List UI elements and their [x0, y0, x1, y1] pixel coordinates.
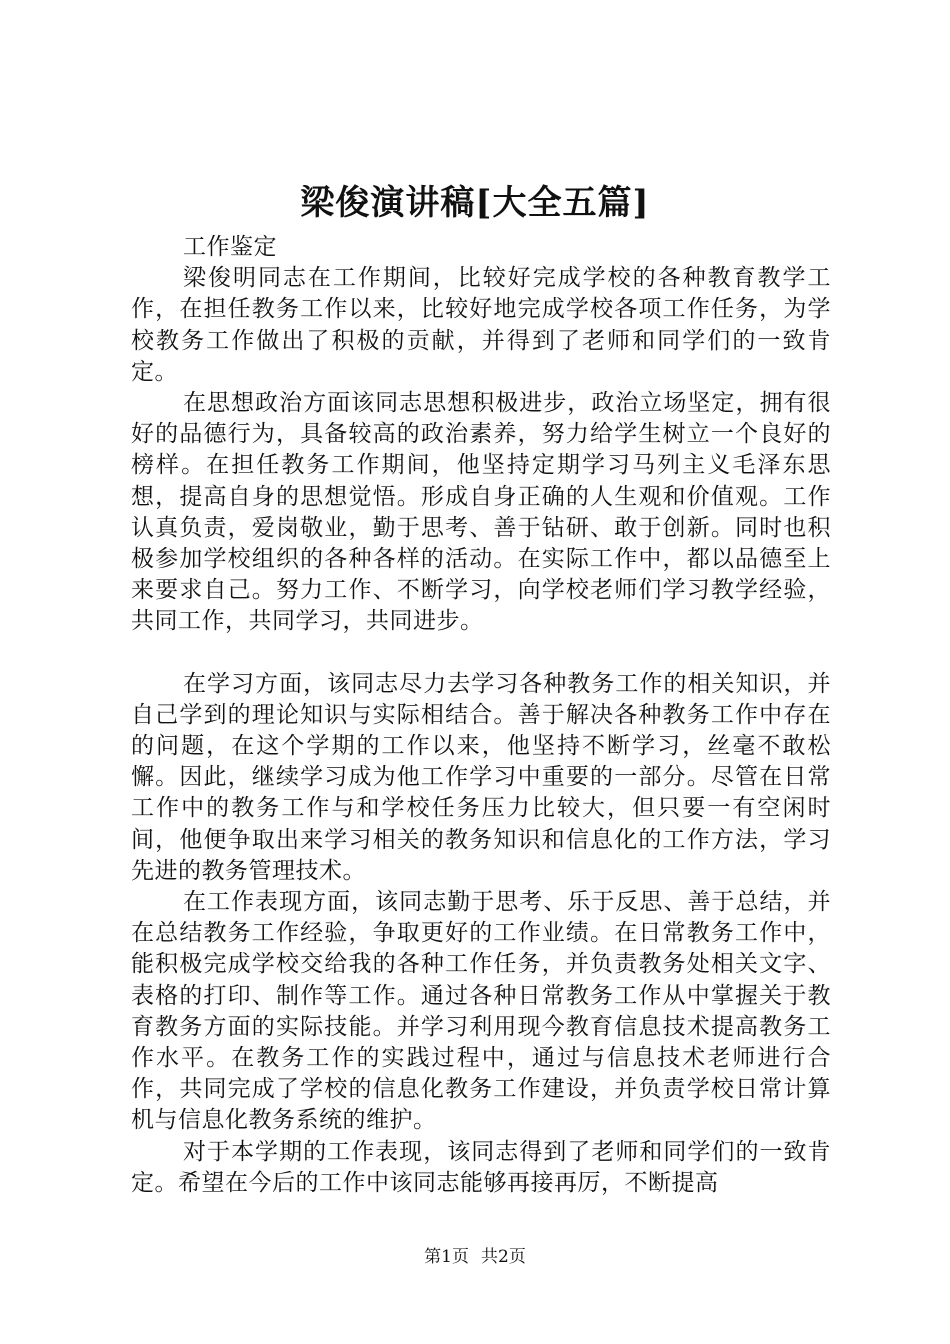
paragraph-politics: 在思想政治方面该同志思想积极进步，政治立场坚定，拥有很好的品德行为，具备较高的政治素养，努力给学生树立一个良好的榜样。在担任教务工作期间，他坚持定期学习马列主义毛泽东思想，提高自身的思想觉悟。形成自身正确的人生观和价值观。工作认真负责，爱岗敬业，勤于思考、善于钻研、敢于创新。同时也积极参加学校组织的各种各样的活动。在实际工作中，都以品德至上来要求自己。努力工作、不断学习，向学校老师们学习教学经验，共同工作，共同学习，共同进步。 — [131, 390, 831, 635]
document-title: 梁俊演讲稿[大全五篇] — [300, 183, 650, 223]
document-body — [131, 232, 831, 1199]
page-total: 共2页 — [481, 1247, 526, 1267]
paragraph-spacer — [131, 638, 831, 669]
paragraph-intro: 梁俊明同志在工作期间，比较好完成学校的各种教育教学工作，在担任教务工作以来，比较好地完成学校各项工作任务，为学校教务工作做出了积极的贡献，并得到了老师和同学们的一致肯定。 — [131, 265, 831, 385]
section-subheading: 工作鉴定 — [183, 234, 277, 260]
paragraph-study: 在学习方面，该同志尽力去学习各种教务工作的相关知识，并自己学到的理论知识与实际相结合。善于解决各种教务工作中存在的问题，在这个学期的工作以来，他坚持不断学习，丝毫不敢松懈。因此，继续学习成为他工作学习中重要的一部分。尽管在日常工作中的教务工作与和学校任务压力比较大，但只要一有空闲时间，他便争取出来学习相关的教务知识和信息化的工作方法，学习先进的教务管理技术。 — [131, 670, 831, 884]
paragraph-conclusion: 对于本学期的工作表现，该同志得到了老师和同学们的一致肯定。希望在今后的工作中该同志能够再接再厉，不断提高 — [131, 1138, 831, 1196]
paragraph-work: 在工作表现方面，该同志勤于思考、乐于反思、善于总结，并在总结教务工作经验，争取更好的工作业绩。在日常教务工作中，能积极完成学校交给我的各种工作任务，并负责教务处相关文字、表格的打印、制作等工作。通过各种日常教务工作从中掌握关于教育教务方面的实际技能。并学习利用现今教育信息技术提高教务工作水平。在教务工作的实践过程中，通过与信息技术老师进行合作，共同完成了学校的信息化教务工作建设，并负责学校日常计算机与信息化教务系统的维护。 — [131, 889, 831, 1134]
page-footer — [0, 1246, 950, 1268]
page-number: 第1页 — [424, 1247, 469, 1267]
